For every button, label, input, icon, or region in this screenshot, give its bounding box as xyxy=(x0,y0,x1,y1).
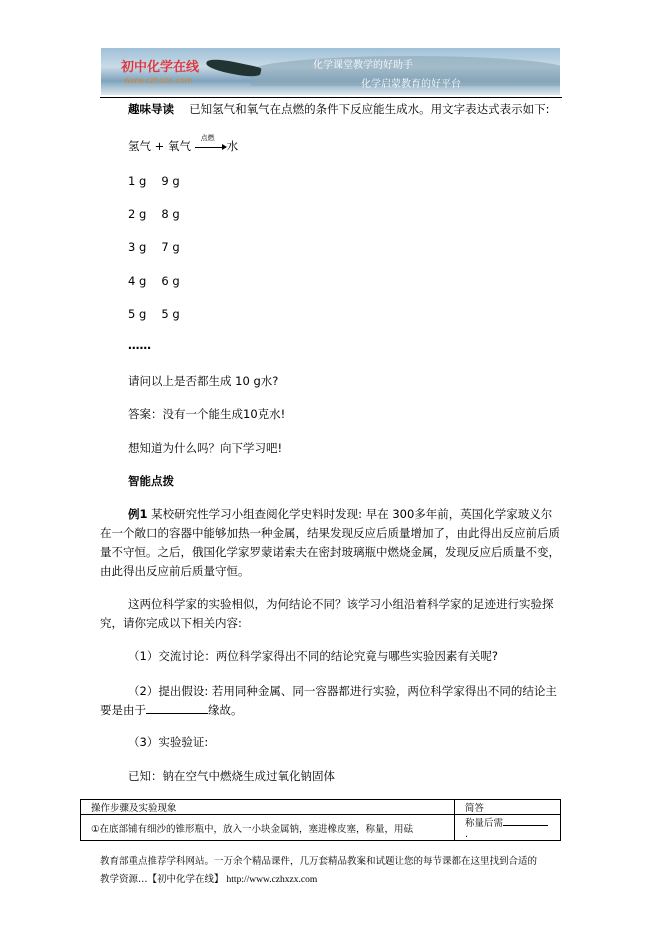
footer-line: 教育部重点推荐学科网站。一万余个精品课件，几万套精品教案和试题让您的每节课都在这里找到合适的 xyxy=(100,856,538,867)
banner-logo: 初中化学在线 xyxy=(121,60,200,75)
example-line: 在一个敞口的容器中能够加热一种金属，结果发现反应后质量增加了，由此得出反应前后质 xyxy=(100,526,560,540)
table-header: 操作步骤及实验现象 xyxy=(81,800,455,815)
table-row xyxy=(81,815,561,841)
mass-row: 3 g 7 g xyxy=(128,240,180,254)
example-line xyxy=(128,506,552,522)
equation xyxy=(128,133,239,154)
ellipsis: …… xyxy=(128,338,151,352)
header-banner xyxy=(101,48,560,95)
para-line: 这两位科学家的实验相似，为何结论不同？该学习小组沿着科学家的足迹进行实验探 xyxy=(128,597,554,611)
header-divider xyxy=(100,97,562,98)
question-3: （3）实验验证: xyxy=(128,735,209,749)
question: 请问以上是否都生成 10 g水? xyxy=(128,374,279,388)
intro-text: 已知氢气和氧气在点燃的条件下反应能生成水。用文字表达式表示如下: xyxy=(189,102,550,116)
question-2-text: 缘故。 xyxy=(208,703,243,717)
mass-row: 1 g 9 g xyxy=(128,174,180,188)
example-line: 量不守恒。之后，俄国化学家罗蒙诺索夫在密封玻璃瓶中燃烧金属，发现反应后质量不变， xyxy=(100,545,560,559)
question-2-line1: （2）提出假设: 若用同种金属、同一容器都进行实验，两位科学家得出不同的结论主 xyxy=(128,684,557,698)
mass-row: 2 g 8 g xyxy=(128,207,180,221)
table-cell: ①在底部铺有细沙的锥形瓶中，放入一小块金属钠，塞进橡皮塞，称量，用砝 xyxy=(81,815,455,841)
intro-heading: 趣味导读 xyxy=(128,102,174,116)
table-cell-text: . xyxy=(465,829,469,840)
question-1: （1）交流讨论：两位科学家得出不同的结论究竟与哪些实验因素有关呢? xyxy=(128,649,498,663)
banner-slogan-2: 化学启蒙教育的好平台 xyxy=(361,79,461,90)
footer-text: 教学资源…【初中化学在线】 xyxy=(100,874,224,885)
table-header: 简答 xyxy=(455,800,561,815)
footer-line xyxy=(100,871,317,885)
mass-row: 5 g 5 g xyxy=(128,307,180,321)
table-header-row xyxy=(81,800,561,815)
banner-slogan-1: 化学课堂教学的好助手 xyxy=(313,60,413,71)
example-text: 某校研究性学习小组查阅化学史料时发现: 早在 300多年前，英国化学家玻义尔 xyxy=(151,507,553,521)
dolphin-image xyxy=(205,56,261,79)
answer-blank[interactable] xyxy=(503,815,548,826)
equation-condition: 点燃 xyxy=(200,133,215,142)
example-label: 例1 xyxy=(128,507,148,521)
question-2-line2 xyxy=(100,702,243,718)
experiment-table xyxy=(80,799,561,841)
footer-link[interactable]: http://www.czhxzx.com xyxy=(226,875,318,885)
question-2-text: 要是由于 xyxy=(100,703,146,717)
answer: 答案：没有一个能生成10克水! xyxy=(128,407,286,421)
para-line: 究，请你完成以下相关内容: xyxy=(100,616,242,630)
table-cell-text: 称量后需 xyxy=(465,818,504,829)
mass-row: 4 g 6 g xyxy=(128,274,180,288)
equation-product: 水 xyxy=(226,139,239,153)
prompt: 想知道为什么吗？向下学习吧! xyxy=(128,441,283,455)
equation-reactants: 氢气 + 氧气 xyxy=(128,139,191,153)
reaction-arrow-icon xyxy=(195,133,227,152)
banner-url: www.czhxzx.com xyxy=(124,76,193,85)
intro-line xyxy=(128,101,550,117)
example-line: 由此得出反应前后质量守恒。 xyxy=(100,564,250,578)
section-heading: 智能点拨 xyxy=(128,474,174,488)
known-info: 已知：钠在空气中燃烧生成过氧化钠固体 xyxy=(128,769,335,783)
answer-blank[interactable] xyxy=(146,703,208,714)
table-cell xyxy=(455,815,561,841)
